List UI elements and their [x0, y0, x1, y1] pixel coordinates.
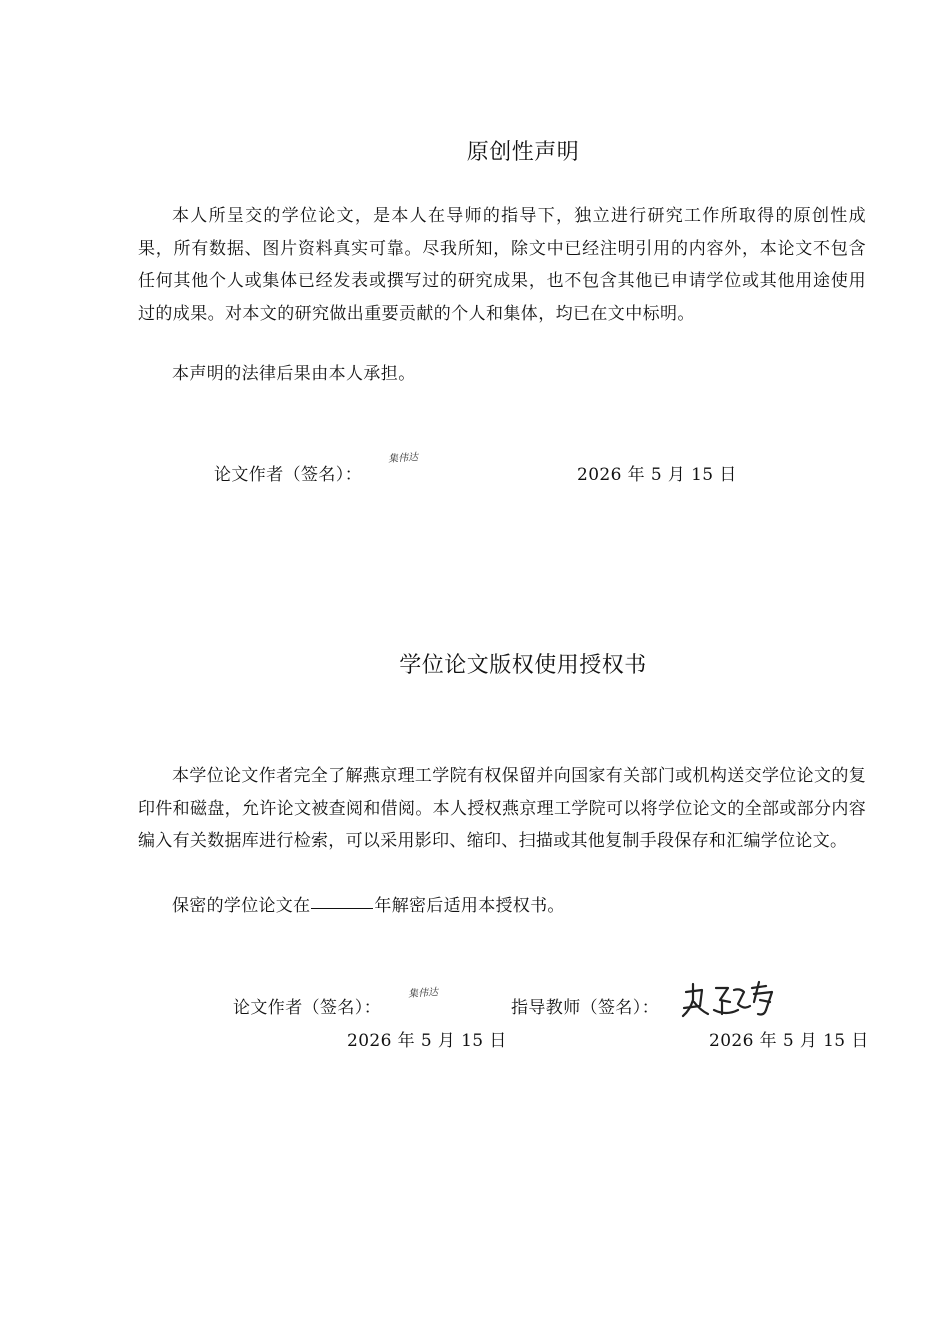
- authorization-author-signature: 集伟达: [407, 986, 439, 1001]
- confidential-text-before: 保密的学位论文在: [172, 896, 311, 916]
- authorization-title: 学位论文版权使用授权书: [399, 653, 647, 678]
- declaration-paragraph-2: 本声明的法律后果由本人承担。: [172, 364, 416, 384]
- advisor-date: 2026 年 5 月 15 日: [709, 1031, 869, 1051]
- declaration-author-label: 论文作者（签名）：: [214, 465, 363, 485]
- advisor-label: 指导教师（签名）：: [511, 998, 660, 1018]
- declaration-title: 原创性声明: [466, 140, 580, 165]
- advisor-signature: [680, 980, 784, 1020]
- declaration-author-signature: 集伟达: [387, 451, 419, 466]
- authorization-author-label: 论文作者（签名）：: [233, 998, 382, 1018]
- confidential-years-blank: [311, 907, 373, 909]
- authorization-author-date: 2026 年 5 月 15 日: [347, 1031, 507, 1051]
- authorization-paragraph-2: [138, 890, 866, 923]
- confidential-text-after: 年解密后适用本授权书。: [374, 896, 565, 916]
- declaration-date: 2026 年 5 月 15 日: [577, 465, 737, 485]
- declaration-paragraph-1: 本人所呈交的学位论文，是本人在导师的指导下，独立进行研究工作所取得的原创性成果，所有数据、图片资料真实可靠。尽我所知，除文中已经注明引用的内容外，本论文不包含任何其他个人或集体已经发表或撰写过的研究成果，也不包含其他已申请学位或其他用途使用过的成果。对本文的研究做出重要贡献的个人和集体，均已在文中标明。: [138, 206, 866, 324]
- authorization-paragraph-1: 本学位论文作者完全了解燕京理工学院有权保留并向国家有关部门或机构送交学位论文的复印件和磁盘，允许论文被查阅和借阅。本人授权燕京理工学院可以将学位论文的全部或部分内容编入有关数据库进行检索，可以采用影印、缩印、扫描或其他复制手段保存和汇编学位论文。: [138, 766, 866, 851]
